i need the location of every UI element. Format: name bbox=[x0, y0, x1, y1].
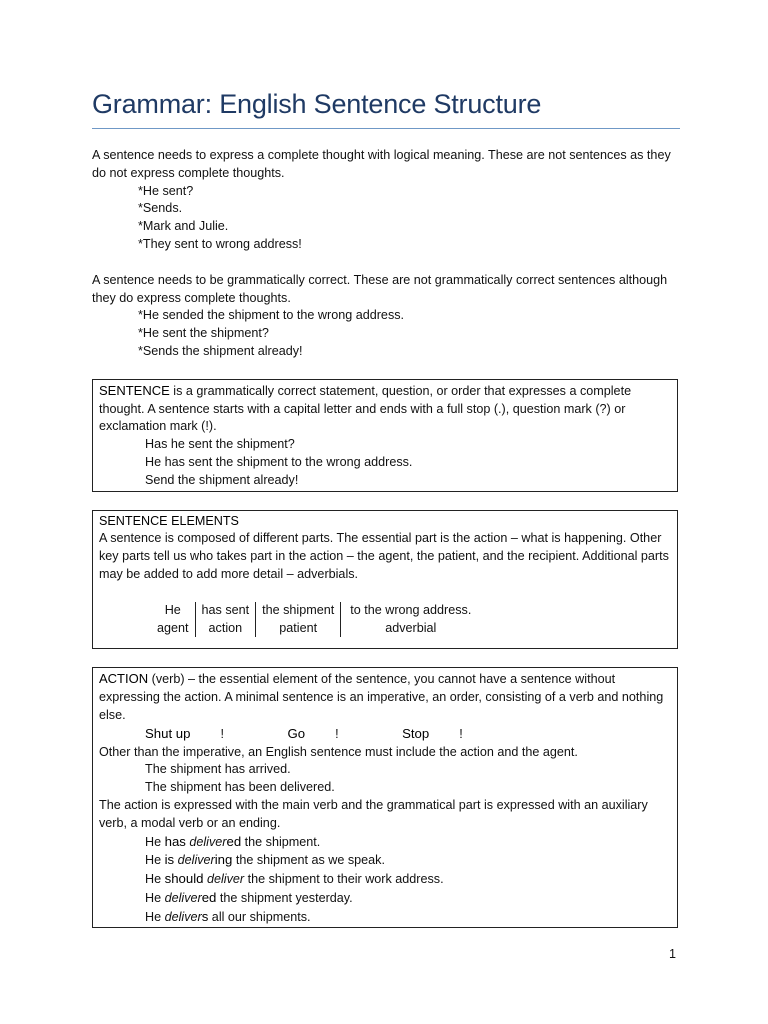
part-word: has sent bbox=[201, 602, 250, 617]
part-word: He bbox=[164, 602, 181, 617]
part-role: patient bbox=[279, 620, 318, 635]
action-text-3: The action is expressed with the main verb and the grammatical part is expressed with an auxiliary verb, a modal verb or an ending. bbox=[99, 797, 648, 830]
example-line: The shipment has arrived. bbox=[145, 762, 291, 777]
part-role: adverbial bbox=[385, 620, 437, 635]
elements-heading: SENTENCE ELEMENTS bbox=[99, 513, 239, 528]
action-box bbox=[92, 667, 678, 928]
example-line: *Sends. bbox=[138, 201, 183, 216]
verb-example: He delivered the shipment yesterday. bbox=[145, 889, 353, 905]
part-role: action bbox=[208, 620, 243, 635]
example-line: *Mark and Julie. bbox=[138, 219, 229, 234]
imperative: Shut up ! bbox=[145, 725, 224, 741]
imperative-examples bbox=[99, 725, 671, 744]
intro-paragraph-2: A sentence needs to be grammatically correct. These are not grammatically correct sentences although they do express complete thoughts. bbox=[92, 272, 668, 305]
example-line: The shipment has been delivered. bbox=[145, 780, 335, 795]
action-definition bbox=[99, 670, 671, 724]
verb-example: He delivers all our shipments. bbox=[145, 908, 311, 924]
example-line: He has sent the shipment to the wrong address. bbox=[145, 454, 413, 469]
elements-text: A sentence is composed of different parts. The essential part is the action – what is happening. Other key parts tell us who takes part in the action – the agent, the patient, and the recipient. Additional parts may be added to add more detail – adverbials. bbox=[99, 531, 669, 581]
page-title: Grammar: English Sentence Structure bbox=[92, 89, 542, 119]
sentence-elements-box bbox=[92, 510, 678, 650]
verb-example: He has delivered the shipment. bbox=[145, 833, 321, 849]
example-line: *He sent the shipment? bbox=[138, 326, 269, 341]
part-word: to the wrong address. bbox=[350, 602, 472, 617]
verb-example: He is delivering the shipment as we speak. bbox=[145, 852, 385, 868]
verb-example: He should deliver the shipment to their work address. bbox=[145, 871, 444, 887]
example-line: *They sent to wrong address! bbox=[138, 236, 302, 251]
part-agent bbox=[151, 602, 195, 638]
example-line: Has he sent the shipment? bbox=[145, 437, 295, 452]
sentence-parts-diagram bbox=[151, 602, 671, 638]
part-patient bbox=[255, 602, 340, 638]
sentence-definition-text: is a grammatically correct statement, question, or order that expresses a complete thought. A sentence starts with a capital letter and ends with a full stop (.), question mark (?) or exclamation mark (!). bbox=[99, 383, 632, 434]
part-adverbial bbox=[340, 602, 477, 638]
imperative: Stop ! bbox=[402, 725, 463, 741]
example-line: *He sent? bbox=[138, 183, 194, 198]
example-line: *He sended the shipment to the wrong address. bbox=[138, 308, 405, 323]
page-number: 1 bbox=[668, 947, 676, 961]
action-text-2: Other than the imperative, an English sentence must include the action and the agent. bbox=[99, 744, 578, 759]
part-role: agent bbox=[157, 620, 189, 635]
action-definition-text: (verb) – the essential element of the sentence, you cannot have a sentence without expressing the action. A minimal sentence is an imperative, an order, consisting of a verb and nothing else. bbox=[99, 672, 664, 722]
example-line: Send the shipment already! bbox=[145, 472, 299, 487]
document-page bbox=[92, 86, 680, 946]
action-term: ACTION bbox=[99, 671, 149, 687]
part-action bbox=[195, 602, 256, 638]
part-word: the shipment bbox=[262, 602, 335, 617]
sentence-term: SENTENCE bbox=[99, 382, 170, 398]
example-line: *Sends the shipment already! bbox=[138, 343, 303, 358]
title-rule bbox=[92, 128, 680, 129]
sentence-definition bbox=[99, 382, 671, 436]
sentence-definition-box bbox=[92, 379, 678, 492]
intro-paragraph-1: A sentence needs to express a complete thought with logical meaning. These are not sentences as they do not express complete thoughts. bbox=[92, 148, 671, 180]
imperative: Go ! bbox=[287, 725, 339, 741]
